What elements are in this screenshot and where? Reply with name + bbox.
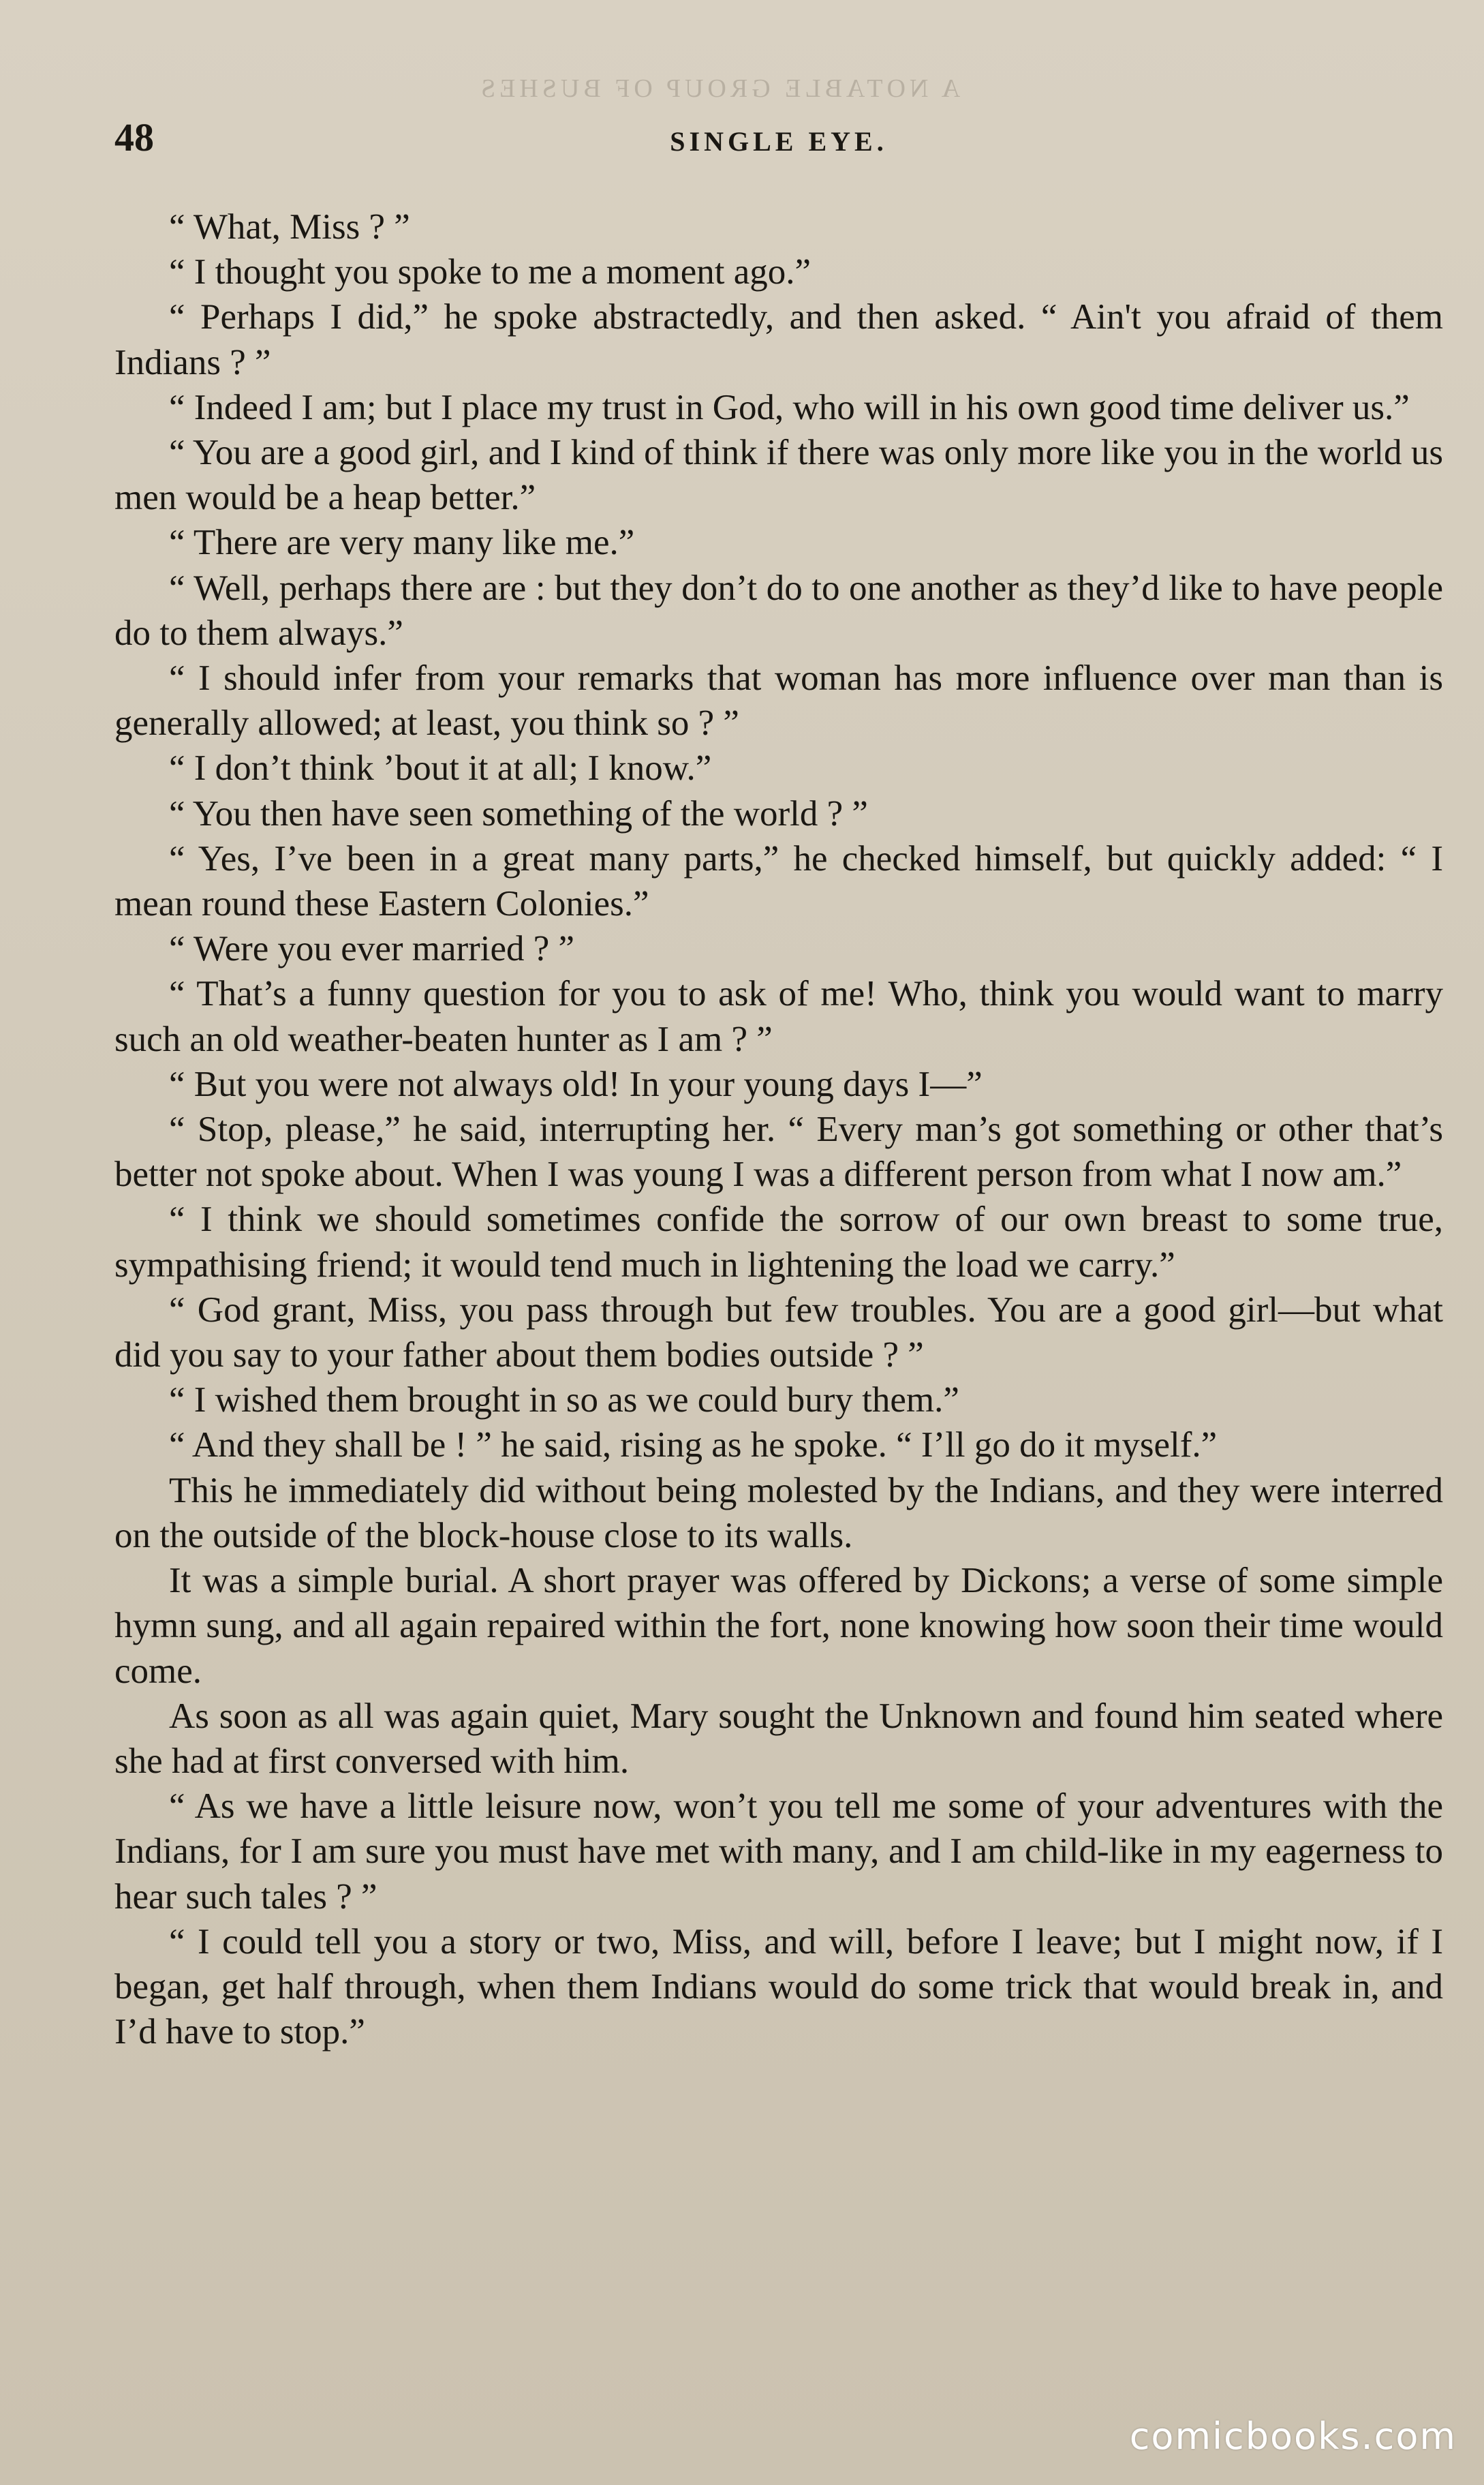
paragraph: “ I should infer from your remarks that woman has more influence over man than is generally allowed; at least, you think so ? ” [114, 658, 1443, 744]
page-header [114, 115, 1443, 162]
paragraph: “ I don’t think ’bout it at all; I know.” [169, 748, 712, 789]
running-title: SINGLE EYE. [670, 126, 888, 157]
paragraph: “ Indeed I am; but I place my trust in God, who will in his own good time deliver us.” [169, 387, 1410, 427]
paragraph: “ Perhaps I did,” he spoke abstractedly, and then asked. “ Ain't you afraid of them Indians ? ” [114, 297, 1443, 382]
paragraph: As soon as all was again quiet, Mary sought the Unknown and found him seated where she had at first conversed with him. [114, 1696, 1443, 1781]
paragraph: “ Yes, I’ve been in a great many parts,” he checked himself, but quickly added: “ I mean round these Eastern Colonies.” [114, 838, 1443, 924]
page-number: 48 [114, 115, 154, 159]
paragraph: This he immediately did without being molested by the Indians, and they were interred on the outside of the block-house close to its walls. [114, 1470, 1443, 1555]
paragraph: “ There are very many like me.” [169, 523, 635, 563]
paragraph: “ I thought you spoke to me a moment ago.” [169, 252, 811, 292]
paragraph: It was a simple burial. A short prayer was offered by Dickons; a verse of some simple hymn sung, and all again repaired within the fort, none knowing how soon their time would come. [114, 1561, 1443, 1691]
paragraph: “ But you were not always old! In your young days I—” [169, 1064, 983, 1104]
paragraph: “ You then have seen something of the world ? ” [169, 793, 868, 834]
watermark: comicbooks.com [1129, 2415, 1457, 2458]
paragraph: “ Well, perhaps there are : but they don’t do to one another as they’d like to have people do to them always.” [114, 568, 1443, 653]
paragraph: “ As we have a little leisure now, won’t you tell me some of your adventures with the Indians, for I am sure you must have met with many, and I am child-like in my eagerness to hear such tales ? ” [114, 1786, 1443, 1917]
paragraph: “ Stop, please,” he said, interrupting her. “ Every man’s got something or other that’s better not spoke about. When I was young I was a different person from what I now am.” [114, 1110, 1443, 1195]
body-text [114, 204, 1443, 2054]
paragraph: “ You are a good girl, and I kind of think if there was only more like you in the world us men would be a heap better.” [114, 433, 1443, 518]
paragraph: “ What, Miss ? ” [169, 207, 410, 247]
paragraph: “ I wished them brought in so as we could bury them.” [169, 1380, 959, 1420]
paragraph: “ And they shall be ! ” he said, rising as he spoke. “ I’ll go do it myself.” [169, 1425, 1218, 1465]
paragraph: “ I think we should sometimes confide the sorrow of our own breast to some true, sympathising friend; it would tend much in lightening the load we carry.” [114, 1200, 1443, 1285]
paragraph: “ God grant, Miss, you pass through but few troubles. You are a good girl—but what did you say to your father about them bodies outside ? ” [114, 1290, 1443, 1375]
paragraph: “ I could tell you a story or two, Miss, and will, before I leave; but I might now, if I began, get half through, when them Indians would do some trick that would break in, and I’d have to stop.” [114, 1921, 1443, 2052]
paragraph: “ Were you ever married ? ” [169, 929, 575, 969]
paragraph: “ That’s a funny question for you to ask of me! Who, think you would want to marry such an old weather-beaten hunter as I am ? ” [114, 974, 1443, 1059]
bleed-through-text: A NOTABLE GROUP OF BUSHES [477, 74, 961, 103]
